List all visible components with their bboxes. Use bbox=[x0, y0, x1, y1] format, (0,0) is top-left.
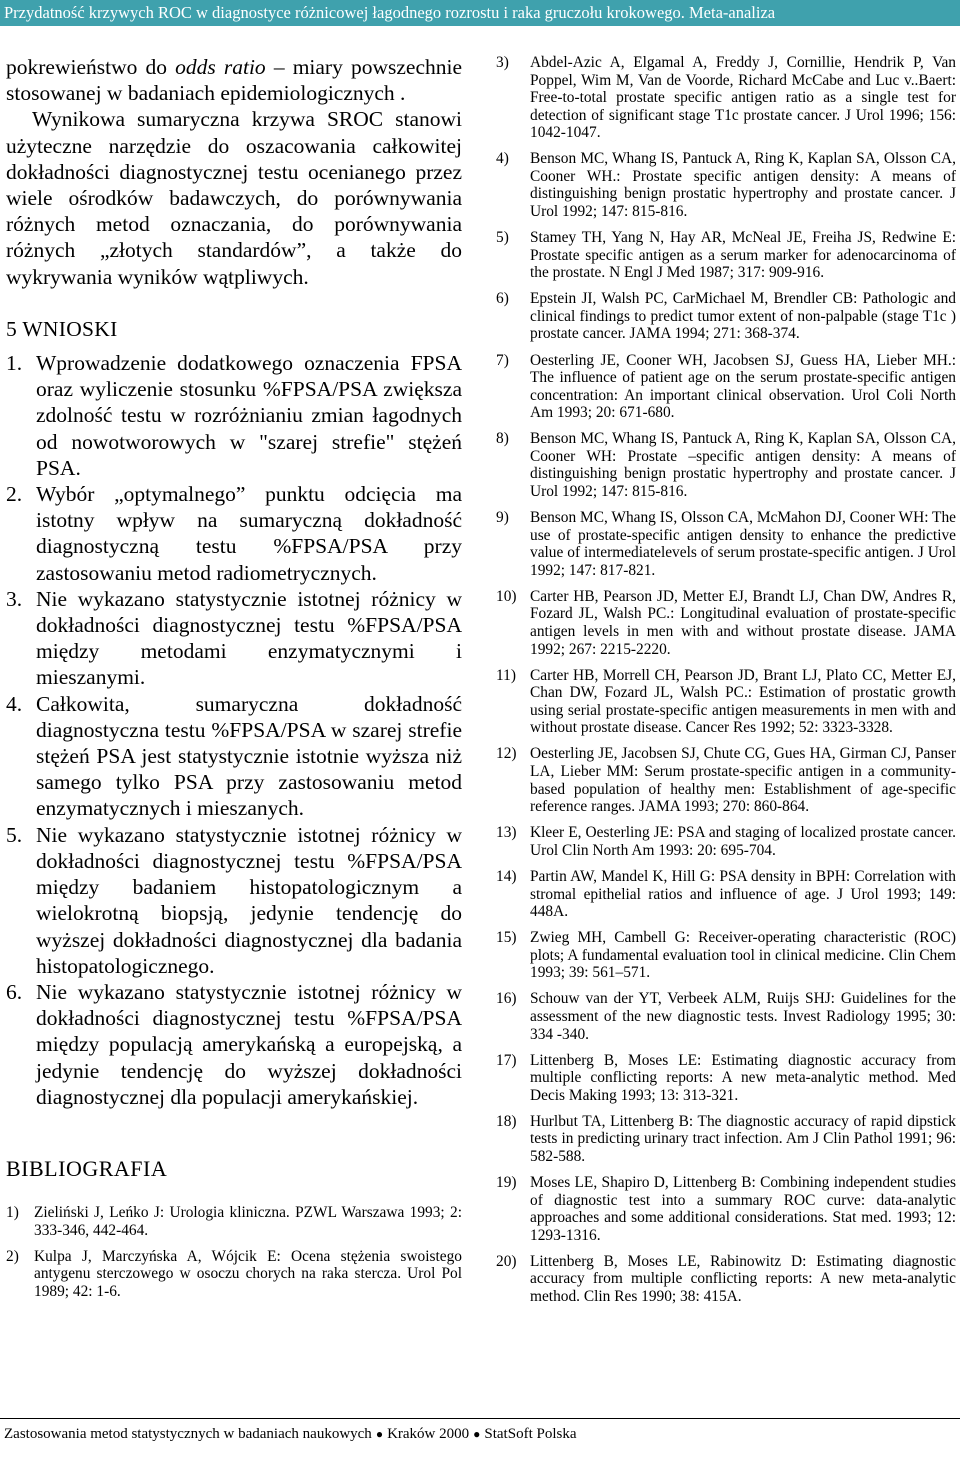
footer-publisher: StatSoft Polska bbox=[484, 1426, 577, 1442]
paragraph-sroc: Wynikowa sumaryczna krzywa SROC stanowi użyteczne narzędzie do oszacowania całkowitej dokładności diagnostycznej testu ocenianego przez wiele ośrodków badawczych, do porównywania różnych metod oznaczania, do porównywania różnych „złotych standardów”, a także do wykrywania wyników wątpliwych. bbox=[6, 107, 462, 289]
conclusions-list bbox=[6, 350, 462, 1110]
para1-end: – miary powszechnie stosowanej w badaniach epidemiologicznych . bbox=[6, 55, 462, 106]
reference-number: 16) bbox=[496, 990, 517, 1008]
reference-item bbox=[496, 150, 956, 220]
conclusion-item bbox=[6, 822, 462, 979]
conclusion-text: Nie wykazano statystycznie istotnej różnicy w dokładności diagnostycznej testu %FPSA/PSA między metodami enzymatycznymi i mieszanymi. bbox=[36, 586, 462, 690]
conclusion-text: Wybór „optymalnego” punktu odcięcia ma istotny wpływ na sumaryczną dokładność diagnostyczną testu %FPSA/PSA przy zastosowaniu metod radiometrycznych. bbox=[36, 482, 462, 585]
reference-number: 11) bbox=[496, 666, 516, 684]
reference-text: Kulpa J, Marczyńska A, Wójcik E: Ocena stężenia swoistego antygenu sterczowego w osoczu chorych na raka stercza. Urol Pol 1989; 42: 1-6. bbox=[34, 1247, 462, 1300]
reference-text: Zwieg MH, Cambell G: Receiver-operating characteristic (ROC) plots; A fundamental evaluation tool in clinical medicine. Clin Chem 1993; 39: 561–571. bbox=[530, 929, 956, 982]
reference-item bbox=[496, 868, 956, 921]
reference-text: Epstein JI, Walsh PC, CarMichael M, Brendler CB: Pathologic and clinical findings to predict tumor extent of non-palpable (stage T1c ) prostate cancer. JAMA 1994; 271: 368-374. bbox=[530, 290, 956, 343]
reference-number: 19) bbox=[496, 1174, 517, 1192]
conclusion-item bbox=[6, 979, 462, 1110]
right-column bbox=[496, 54, 956, 1314]
reference-item bbox=[496, 667, 956, 737]
reference-number: 9) bbox=[496, 509, 509, 527]
reference-item bbox=[496, 1174, 956, 1244]
reference-number: 10) bbox=[496, 587, 517, 605]
reference-item bbox=[496, 1052, 956, 1105]
reference-item bbox=[496, 745, 956, 815]
reference-item bbox=[496, 430, 956, 500]
conclusion-number: 2. bbox=[6, 482, 23, 507]
footer-conference: Zastosowania metod statystycznych w badaniach naukowych bbox=[4, 1426, 372, 1442]
reference-text: Abdel-Azic A, Elgamal A, Freddy J, Cornillie, Hendrik P, Van Poppel, Wim M, Van de Voorde, Richard McCabe and Luc v..Baert: Free-to-total prostate specific antigen ratio as a single test for detection of significant stage T1c prostate cancer. J Urol 1996; 156: 1042-1047. bbox=[530, 54, 956, 142]
reference-text: Littenberg B, Moses LE: Estimating diagnostic accuracy from multiple conflicting reports: A new meta-analytic method. Med Decis Making 1993; 13: 313-321. bbox=[530, 1051, 956, 1104]
footer-divider bbox=[0, 1418, 960, 1419]
conclusion-item bbox=[6, 691, 462, 822]
reference-number: 12) bbox=[496, 745, 517, 763]
bullet-dot-icon: ● bbox=[375, 1427, 384, 1441]
reference-text: Kleer E, Oesterling JE: PSA and staging of localized prostate cancer. Urol Clin North Am 1993: 20: 695-704. bbox=[530, 824, 956, 859]
footer-location: Kraków 2000 bbox=[387, 1426, 470, 1442]
reference-text: Zieliński J, Leńko J: Urologia kliniczna. PZWL Warszawa 1993; 2: 333-346, 442-464. bbox=[34, 1204, 462, 1239]
reference-number: 14) bbox=[496, 867, 517, 885]
reference-text: Oesterling JE, Cooner WH, Jacobsen SJ, Guess HA, Lieber MH.: The influence of patient age on the serum prostate-specific antigen concentration: An important clinical observation. Urol Coli North Am 1993; 20: 671-680. bbox=[530, 351, 956, 422]
reference-number: 3) bbox=[496, 54, 509, 71]
reference-item bbox=[496, 824, 956, 859]
reference-text: Benson MC, Whang IS, Pantuck A, Ring K, Kaplan SA, Olsson CA, Cooner WH: Prostate –specific antigen density: A means of distinguishing benign prostatic hypertrophy and prostate cancer. J Urol 1992; 147: 815-816. bbox=[530, 430, 956, 500]
odds-ratio-term: odds ratio bbox=[175, 55, 266, 79]
reference-item bbox=[6, 1248, 462, 1301]
reference-text: Carter HB, Morrell CH, Pearson JD, Brant LJ, Plato CC, Metter EJ, Chan DW, Fozard JL, Walsh PC.: Estimation of prostatic growth using serial prostate-specific antigen measurements in men with and without prostate disease. Cancer Res 1992; 52: 3323-3328. bbox=[530, 666, 956, 737]
reference-text: Schouw van der YT, Verbeek ALM, Ruijs SHJ: Guidelines for the assessment of the new diagnostic tests. Invest Radiology 1995; 30: 334 -340. bbox=[530, 990, 956, 1043]
reference-item bbox=[496, 990, 956, 1043]
reference-text: Moses LE, Shapiro D, Littenberg B: Combining independent studies of diagnostic test into a summary ROC curve: data-analytic approaches and some additional considerations. Stat med. 1993; 12: 1293-1316. bbox=[530, 1174, 956, 1244]
reference-number: 20) bbox=[496, 1252, 517, 1270]
conclusion-item bbox=[6, 586, 462, 691]
reference-number: 1) bbox=[6, 1204, 19, 1222]
conclusion-item bbox=[6, 481, 462, 586]
reference-text: Stamey TH, Yang N, Hay AR, McNeal JE, Freiha JS, Redwine E: Prostate specific antigen as a serum marker for adenocarcinoma of the prostate. N Engl J Med 1987; 317: 909-916. bbox=[530, 229, 956, 282]
para1-start: pokrewieństwo do bbox=[6, 55, 176, 79]
reference-number: 15) bbox=[496, 929, 517, 947]
running-footer bbox=[4, 1424, 577, 1444]
conclusion-number: 5. bbox=[6, 822, 23, 847]
reference-item bbox=[496, 54, 956, 142]
conclusion-text: Nie wykazano statystycznie istotnej różnicy w dokładności diagnostycznej testu %FPSA/PSA między populacją amerykańską a europejską, a jedynie tendencję do wyższej dokładności diagnostycznej dla populacji amerykańskiej. bbox=[36, 979, 462, 1109]
reference-number: 4) bbox=[496, 150, 509, 168]
conclusion-number: 6. bbox=[6, 979, 23, 1004]
reference-number: 17) bbox=[496, 1051, 517, 1069]
reference-item bbox=[496, 588, 956, 658]
reference-text: Benson MC, Whang IS, Olsson CA, McMahon DJ, Cooner WH: The use of prostate-specific antigen density to enhance the predictive value of intermediatelevels of serum prostate-specific antigen. J Urol 1992; 147: 817-821. bbox=[530, 509, 956, 579]
conclusion-number: 1. bbox=[6, 351, 23, 376]
conclusion-text: Nie wykazano statystycznie istotnej różnicy w dokładności diagnostycznej testu %FPSA/PSA między badaniem histopatologicznym a wielokrotną biopsją, jedynie tendencję do wyższej dokładności diagnostycznej dla badania histopatologicznego. bbox=[36, 822, 462, 978]
section-heading-conclusions: 5 WNIOSKI bbox=[6, 316, 118, 341]
bibliography-heading: BIBLIOGRAFIA bbox=[6, 1155, 168, 1181]
running-header: Przydatność krzywych ROC w diagnostyce różnicowej łagodnego rozrostu i raka gruczołu krokowego. Meta-analiza bbox=[0, 0, 960, 26]
reference-text: Partin AW, Mandel K, Hill G: PSA density in BPH: Correlation with stromal epithelial ratios and influence of age. J Urol 1993; 149: 448A. bbox=[530, 867, 956, 921]
conclusion-number: 4. bbox=[6, 691, 23, 716]
conclusion-text: Wprowadzenie dodatkowego oznaczenia FPSA oraz wyliczenie stosunku %FPSA/PSA zwiększa zdolność testu w rozróżnianiu zmian łagodnych od nowotworowych w "szarej strefie" stężeń PSA. bbox=[36, 351, 462, 480]
reference-number: 13) bbox=[496, 824, 517, 842]
reference-number: 5) bbox=[496, 229, 509, 247]
reference-item bbox=[6, 1204, 462, 1239]
reference-text: Benson MC, Whang IS, Pantuck A, Ring K, Kaplan SA, Olsson CA, Cooner WH.: Prostate specific antigen density: A means of distinguishing benign prostatic hypertrophy and prostate cancer. J Urol 1992; 147: 815-816. bbox=[530, 150, 956, 220]
conclusion-number: 3. bbox=[6, 586, 23, 611]
reference-text: Oesterling JE, Jacobsen SJ, Chute CG, Gues HA, Girman CJ, Panser LA, Lieber MM: Serum prostate-specific antigen in a community-based population of healthy men: Establishment of age-specific reference ranges. JAMA 1993; 270: 860-864. bbox=[530, 745, 956, 816]
reference-number: 6) bbox=[496, 290, 509, 308]
reference-text: Hurlbut TA, Littenberg B: The diagnostic accuracy of rapid dipstick tests in predicting urinary tract infection. Am J Clin Pathol 1991; 96: 582-588. bbox=[530, 1112, 956, 1165]
reference-item bbox=[496, 1253, 956, 1306]
conclusion-text: Całkowita, sumaryczna dokładność diagnostyczna testu %FPSA/PSA w szarej strefie stężeń PSA jest statystycznie istotnie wyższa niż samego tylko PSA przy zastosowaniu metod enzymatycznych i mieszanych. bbox=[36, 691, 462, 821]
reference-item bbox=[496, 509, 956, 579]
conclusion-item bbox=[6, 350, 462, 481]
reference-item bbox=[496, 290, 956, 343]
reference-number: 8) bbox=[496, 430, 509, 448]
reference-number: 18) bbox=[496, 1112, 517, 1130]
paragraph-continued bbox=[6, 54, 462, 106]
reference-text: Carter HB, Pearson JD, Metter EJ, Brandt LJ, Chan DW, Andres R, Fozard JL, Walsh PC.: Longitudinal evaluation of prostate-specific antigen levels in men with and without prostate disease. JAMA 1992; 267: 2215-2220. bbox=[530, 587, 956, 658]
bullet-dot-icon: ● bbox=[473, 1427, 481, 1441]
reference-item bbox=[496, 352, 956, 422]
reference-text: Littenberg B, Moses LE, Rabinowitz D: Estimating diagnostic accuracy from multiple conflicting reports: A new meta-analytic method. Clin Res 1990; 38: 415A. bbox=[530, 1252, 956, 1305]
bibliography-list-left bbox=[6, 1204, 462, 1300]
reference-item bbox=[496, 929, 956, 982]
reference-number: 2) bbox=[6, 1247, 19, 1265]
reference-item bbox=[496, 229, 956, 282]
reference-item bbox=[496, 1113, 956, 1166]
reference-number: 7) bbox=[496, 351, 509, 369]
left-column bbox=[6, 54, 462, 1309]
